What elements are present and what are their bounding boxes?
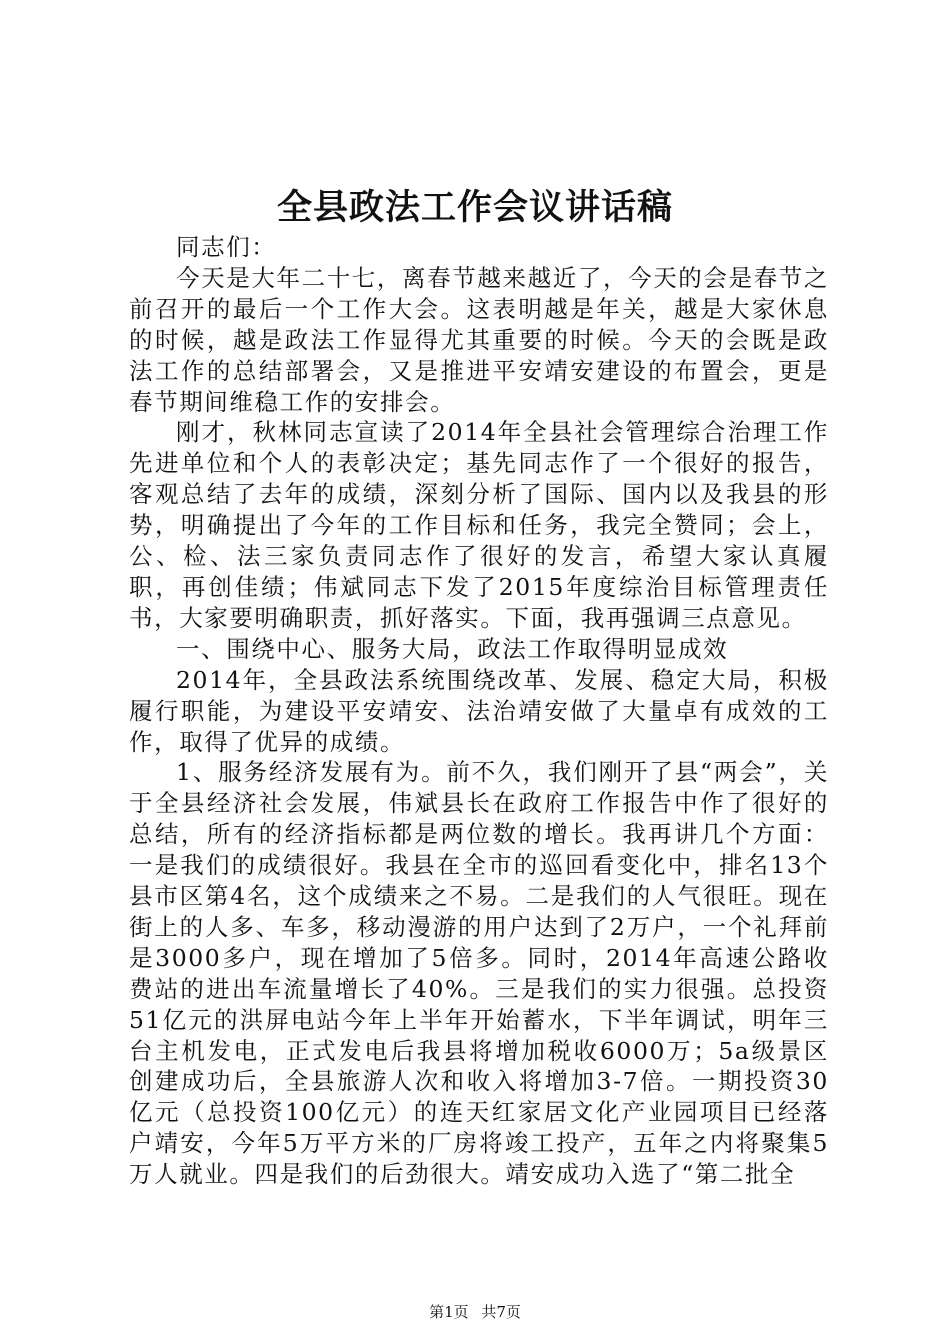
body-paragraph: 今天是大年二十七，离春节越来越近了，今天的会是春节之前召开的最后一个工作大会。这表明越是年关，越是大家休息的时候，越是政法工作显得尤其重要的时候。今天的会既是政法工作的总结部署会，又是推进平安靖安建设的布置会，更是春节期间维稳工作的安排会。 (129, 263, 829, 416)
body-paragraph: 2014年，全县政法系统围绕改革、发展、稳定大局，积极履行职能，为建设平安靖安、法治靖安做了大量卓有成效的工作，取得了优异的成绩。 (129, 665, 829, 756)
page-footer (0, 1301, 950, 1323)
document-body (129, 232, 829, 1190)
document-title: 全县政法工作会议讲话稿 (276, 187, 673, 228)
page-total: 共7页 (481, 1303, 521, 1321)
body-paragraph: 1、服务经济发展有为。前不久，我们刚开了县“两会”，关于全县经济社会发展，伟斌县长在政府工作报告中作了很好的总结，所有的经济指标都是两位数的增长。我再讲几个方面：一是我们的成绩很好。我县在全市的巡回看变化中，排名13个县市区第4名，这个成绩来之不易。二是我们的人气很旺。现在街上的人多、车多，移动漫游的用户达到了2万户，一个礼拜前是3000多户，现在增加了5倍多。同时，2014年高速公路收费站的进出车流量增长了40%。三是我们的实力很强。总投资51亿元的洪屏电站今年上半年开始蓄水，下半年调试，明年三台主机发电，正式发电后我县将增加税收6000万；5a级景区创建成功后，全县旅游人次和收入将增加3-7倍。一期投资30亿元（总投资100亿元）的连天红家居文化产业园项目已经落户靖安，今年5万平方米的厂房将竣工投产，五年之内将聚集5万人就业。四是我们的后劲很大。靖安成功入选了“第二批全 (129, 758, 829, 1189)
section-heading: 一、围绕中心、服务大局，政法工作取得明显成效 (176, 634, 729, 663)
page-number: 第1页 (429, 1303, 469, 1321)
salutation-paragraph: 同志们： (176, 233, 277, 261)
body-paragraph: 刚才，秋林同志宣读了2014年全县社会管理综合治理工作先进单位和个人的表彰决定；基先同志作了一个很好的报告，客观总结了去年的成绩，深刻分析了国际、国内以及我县的形势，明确提出了今年的工作目标和任务，我完全赞同；会上，公、检、法三家负责同志作了很好的发言，希望大家认真履职，再创佳绩；伟斌同志下发了2015年度综治目标管理责任书，大家要明确职责，抓好落实。下面，我再强调三点意见。 (129, 418, 829, 632)
